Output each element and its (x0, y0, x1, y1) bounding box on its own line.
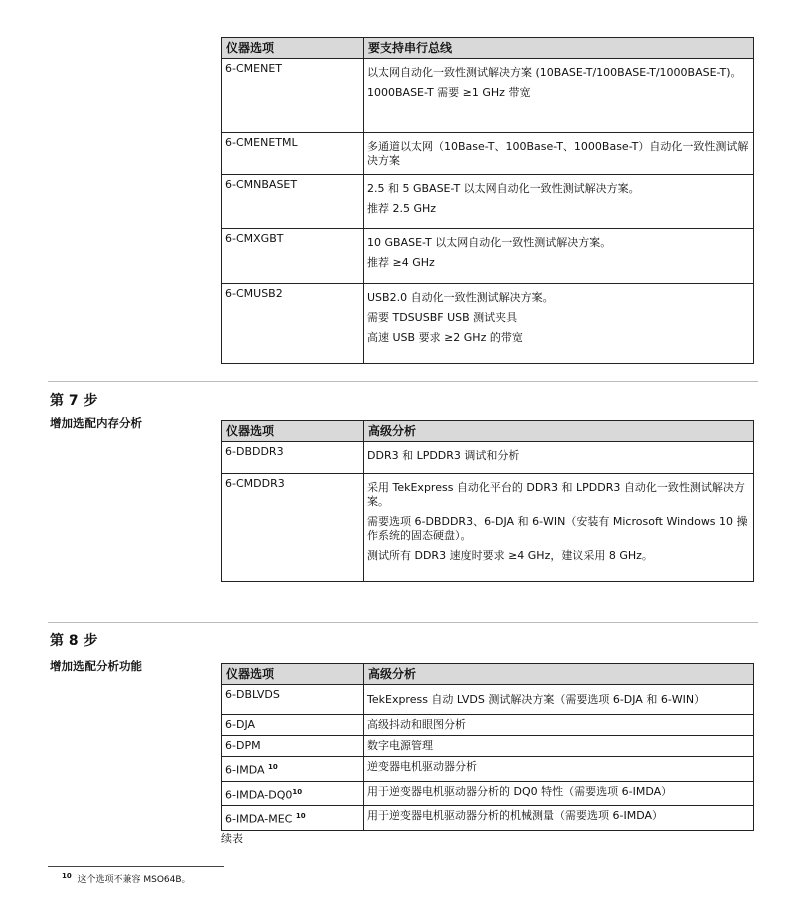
footnote (62, 872, 191, 885)
description-cell (364, 715, 754, 736)
description-cell (364, 442, 754, 474)
analysis-features-table (221, 663, 754, 831)
table-row (222, 806, 754, 831)
description-text: TekExpress 自动 LVDS 测试解决方案（需要选项 6-DJA 和 6-WIN） (367, 692, 706, 706)
table-header-row (222, 38, 754, 59)
table-row (222, 715, 754, 736)
option-label: 6-IMDA (225, 763, 265, 777)
footnote-mark: 10 (62, 872, 72, 880)
description-text: DDR3 和 LPDDR3 调试和分析 (367, 449, 520, 462)
option-cell: 6-CMDDR3 (222, 474, 364, 582)
step-8-title: 第 8 步 (50, 633, 98, 649)
option-label: 6-IMDA-MEC (225, 812, 293, 826)
description-text: 2.5 和 5 GBASE-T 以太网自动化一致性测试解决方案。 (367, 182, 640, 195)
description-cell (364, 781, 754, 806)
step-7-title: 第 7 步 (50, 393, 98, 409)
description-text: 采用 TekExpress 自动化平台的 DDR3 和 LPDDR3 自动化一致性测试解决方案。 (367, 481, 745, 508)
step-7-subtitle: 增加选配内存分析 (50, 416, 142, 430)
serial-bus-options-table (221, 37, 754, 364)
table-header-row (222, 421, 754, 442)
description-text: 需要选项 6-DBDDR3、6-DJA 和 6-WIN（安装有 Microsoft Windows 10 操作系统的固态硬盘）。 (367, 515, 748, 542)
column-header-option: 仪器选项 (222, 38, 364, 59)
description-text: 高速 USB 要求 ≥2 GHz 的带宽 (367, 331, 523, 344)
description-text: 10 GBASE-T 以太网自动化一致性测试解决方案。 (367, 236, 612, 249)
memory-analysis-table (221, 420, 754, 582)
description-text: 用于逆变器电机驱动器分析的机械测量（需要选项 6-IMDA） (367, 809, 663, 823)
step-8-subtitle: 增加选配分析功能 (50, 659, 142, 673)
description-cell (364, 59, 754, 133)
description-cell (364, 229, 754, 284)
option-label: 6-IMDA-DQ0 (225, 788, 293, 802)
description-cell (364, 133, 754, 175)
option-cell: 6-CMXGBT (222, 229, 364, 284)
table-row (222, 133, 754, 175)
footnote-ref: 10 (292, 787, 303, 796)
option-label: 6-DJA (225, 718, 256, 731)
continued-label: 续表 (221, 832, 243, 845)
table-row (222, 175, 754, 229)
option-cell (222, 715, 364, 736)
column-header-advanced-analysis: 高级分析 (364, 421, 754, 442)
description-cell (364, 736, 754, 757)
description-text: 推荐 ≥4 GHz (367, 256, 435, 269)
option-cell (222, 736, 364, 757)
table-row (222, 685, 754, 715)
description-text: 高级抖动和眼图分析 (367, 718, 466, 731)
option-cell: 6-CMENETML (222, 133, 364, 175)
table-header-row (222, 664, 754, 685)
description-text: 1000BASE-T 需要 ≥1 GHz 带宽 (367, 86, 531, 99)
option-cell: 6-CMENET (222, 59, 364, 133)
table-row (222, 442, 754, 474)
column-header-serial-bus: 要支持串行总线 (364, 38, 754, 59)
table-row (222, 284, 754, 364)
table-row (222, 229, 754, 284)
description-cell (364, 806, 754, 831)
option-cell: 6-DBDDR3 (222, 442, 364, 474)
option-cell (222, 781, 364, 806)
description-text: 用于逆变器电机驱动器分析的 DQ0 特性（需要选项 6-IMDA） (367, 784, 673, 798)
column-header-advanced-analysis: 高级分析 (364, 664, 754, 685)
section-divider (48, 381, 758, 382)
description-cell (364, 685, 754, 715)
description-text: 以太网自动化一致性测试解决方案 (10BASE-T/100BASE-T/1000BASE-T)。 (367, 66, 742, 79)
description-text: 测试所有 DDR3 速度时要求 ≥4 GHz，建议采用 8 GHz。 (367, 549, 653, 562)
option-label: 6-DBLVDS (225, 688, 280, 701)
footnote-text: 这个选项不兼容 MSO64B。 (77, 875, 191, 885)
option-cell (222, 806, 364, 831)
column-header-option: 仪器选项 (222, 421, 364, 442)
option-cell: 6-CMNBASET (222, 175, 364, 229)
description-text: 多通道以太网（10Base-T、100Base-T、1000Base-T）自动化一致性测试解决方案 (367, 140, 749, 167)
description-cell (364, 474, 754, 582)
table-row (222, 781, 754, 806)
description-cell (364, 284, 754, 364)
footnote-divider (48, 866, 224, 867)
description-cell (364, 175, 754, 229)
description-text: 数字电源管理 (367, 739, 433, 752)
section-divider (48, 622, 758, 623)
table-row (222, 59, 754, 133)
description-text: USB2.0 自动化一致性测试解决方案。 (367, 291, 554, 304)
column-header-option: 仪器选项 (222, 664, 364, 685)
option-label: 6-DPM (225, 739, 261, 752)
footnote-ref: 10 (268, 763, 278, 771)
footnote-ref: 10 (295, 812, 306, 821)
table-row (222, 757, 754, 782)
description-text: 推荐 2.5 GHz (367, 202, 437, 215)
description-text: 逆变器电机驱动器分析 (367, 760, 477, 773)
option-cell (222, 757, 364, 782)
table-row (222, 736, 754, 757)
option-cell (222, 685, 364, 715)
description-cell (364, 757, 754, 782)
option-cell: 6-CMUSB2 (222, 284, 364, 364)
description-text: 需要 TDSUSBF USB 测试夹具 (367, 311, 518, 324)
table-row (222, 474, 754, 582)
